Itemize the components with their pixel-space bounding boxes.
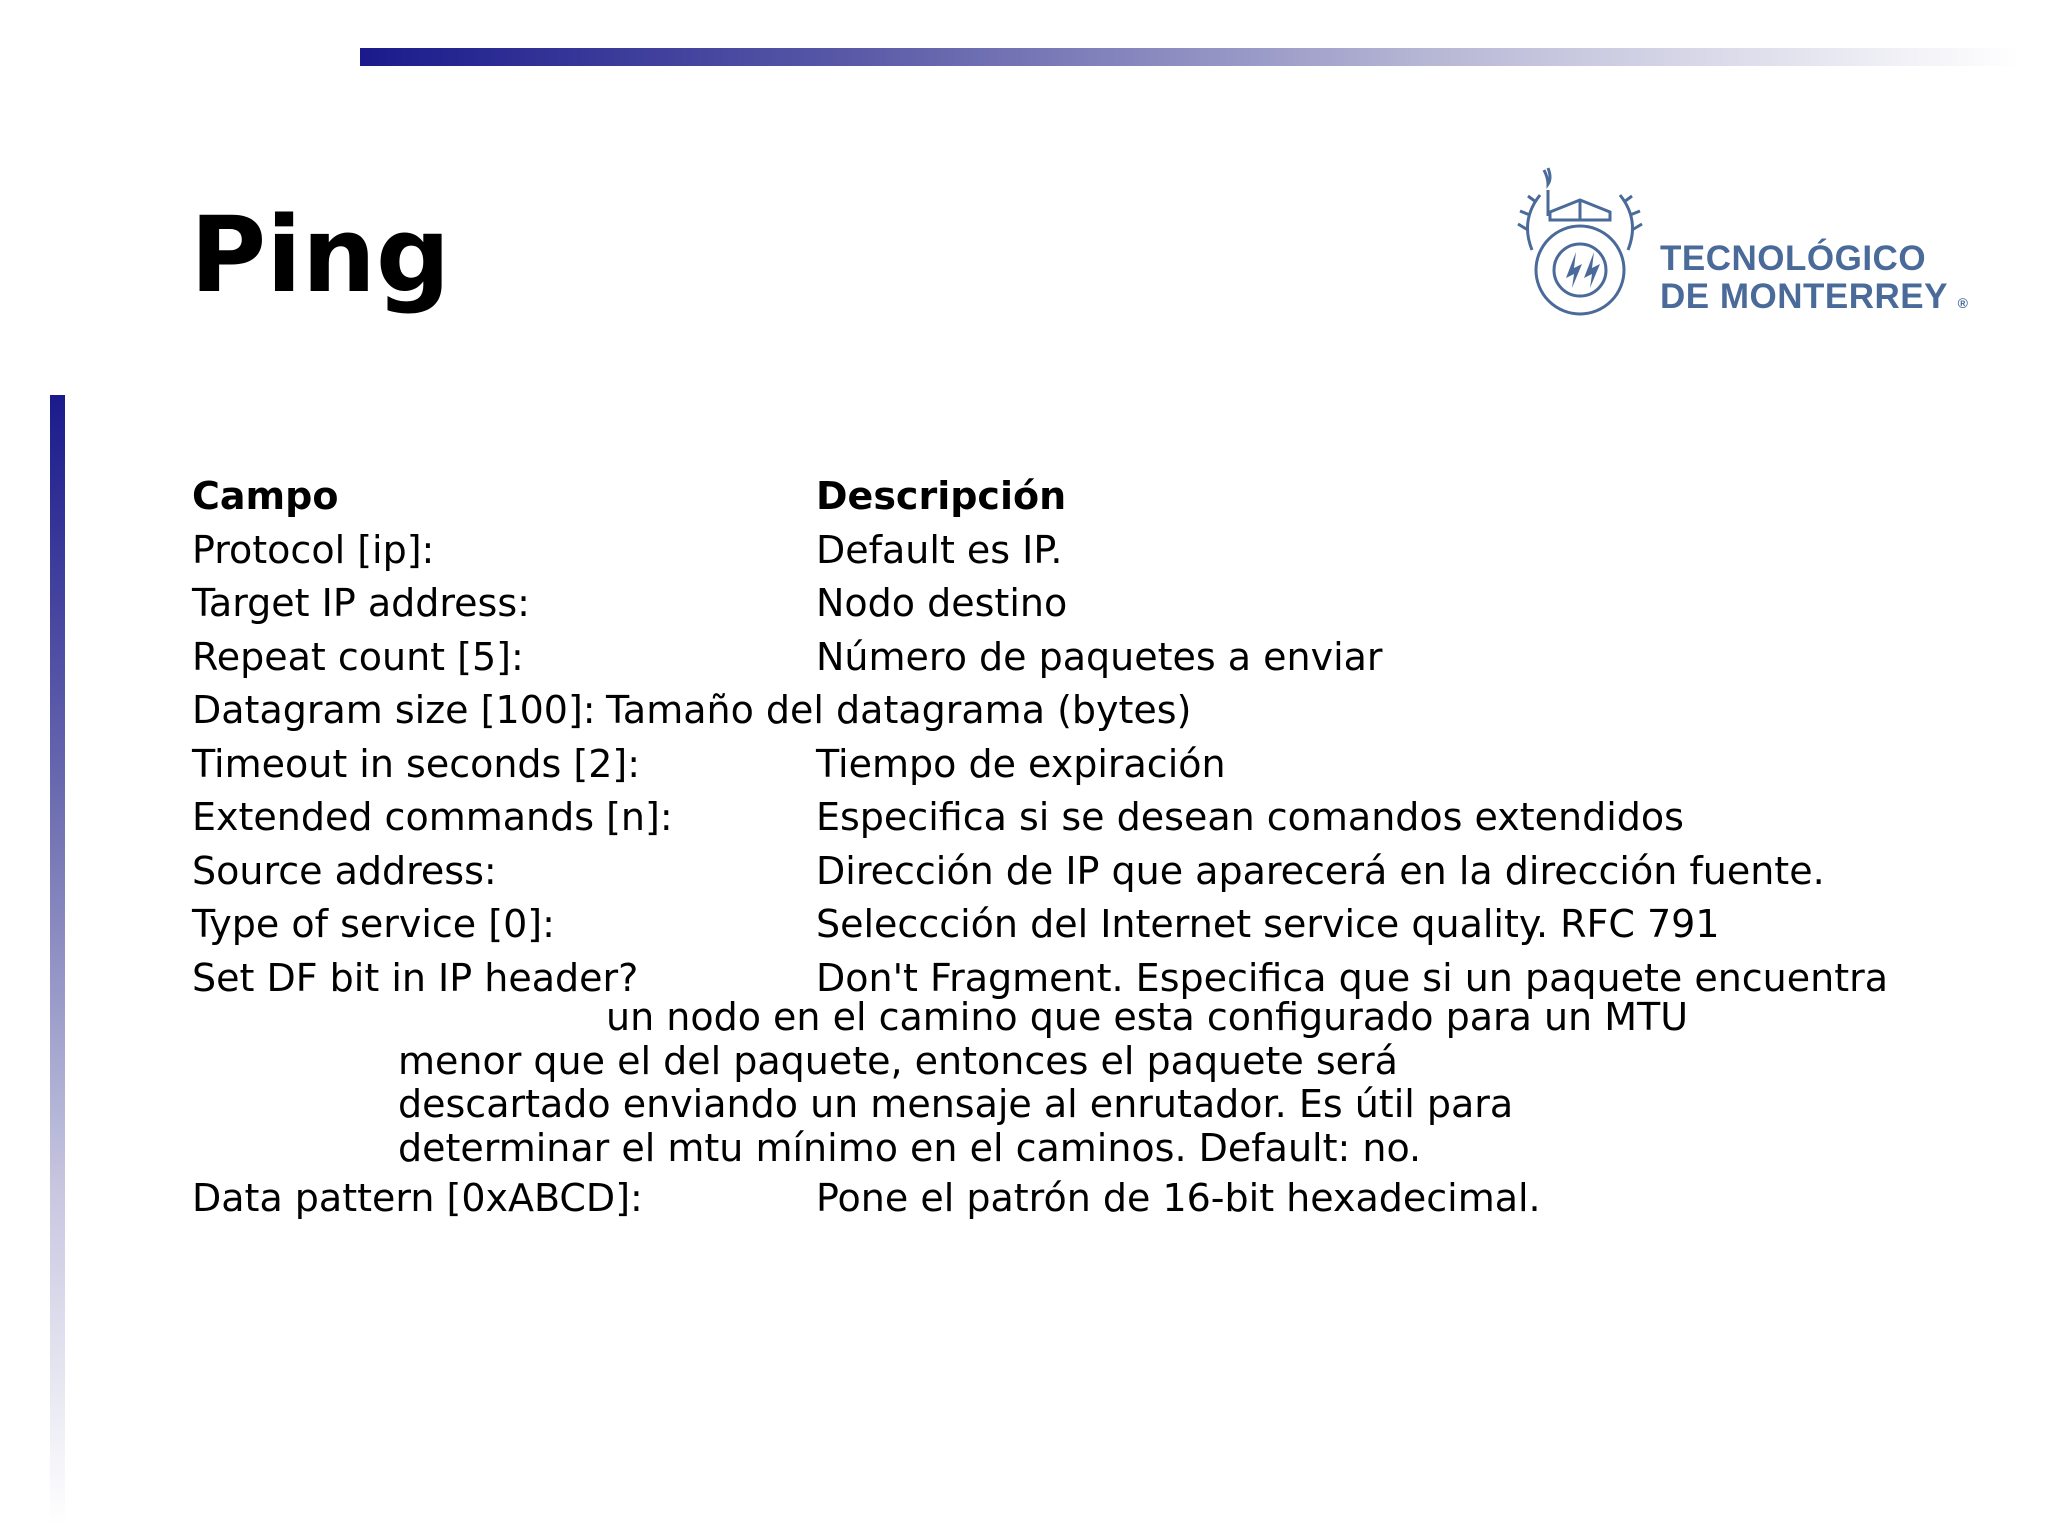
- top-accent-bar: [360, 48, 2020, 66]
- table-row: [192, 577, 1972, 631]
- table-row: [192, 1172, 1972, 1226]
- row-field: Type of service [0]:: [192, 902, 555, 946]
- logo-line-2: DE MONTERREY ®: [1660, 277, 1969, 316]
- row-field: Datagram size [100]:: [192, 688, 596, 732]
- field-description-table: [192, 470, 1972, 1226]
- row-description: Dirección de IP que aparecerá en la dirección fuente.: [816, 848, 1825, 893]
- row-description: Número de paquetes a enviar: [816, 634, 1383, 679]
- row-description: Pone el patrón de 16-bit hexadecimal.: [816, 1176, 1541, 1220]
- df-continuation-line: un nodo en el camino que esta configurado para un MTU: [606, 995, 1689, 1039]
- row-field: Source address:: [192, 848, 497, 893]
- header-description: Descripción: [816, 474, 1067, 518]
- table-row: [192, 845, 1972, 899]
- row-description: Nodo destino: [816, 581, 1068, 625]
- row-description: Especifica si se desean comandos extendidos: [816, 795, 1684, 839]
- left-accent-bar: [50, 395, 65, 1525]
- df-continuation-line: descartado enviando un mensaje al enrutador. Es útil para: [398, 1082, 1514, 1126]
- df-continuation-line: determinar el mtu mínimo en el caminos. Default: no.: [398, 1125, 1422, 1170]
- logo-line-1: TECNOLÓGICO: [1660, 239, 1927, 278]
- table-row: [192, 898, 1972, 952]
- table-row: [192, 952, 1972, 1006]
- row-field: Protocol [ip]:: [192, 527, 435, 572]
- row-description: Don't Fragment. Especifica que si un paquete encuentra: [816, 955, 1889, 1000]
- table-row: [192, 684, 1972, 738]
- row-field: Data pattern [0xABCD]:: [192, 1176, 643, 1220]
- row-field: Timeout in seconds [2]:: [192, 741, 641, 786]
- table-row: [192, 631, 1972, 685]
- header-field: Campo: [192, 474, 339, 518]
- row-field: Set DF bit in IP header?: [192, 955, 639, 1000]
- table-row: [192, 738, 1972, 792]
- row-description: Tamaño del datagrama (bytes): [606, 688, 1192, 732]
- table-row: [192, 524, 1972, 578]
- slide-title: Ping: [190, 194, 451, 316]
- row-field: Target IP address:: [192, 581, 530, 625]
- registered-mark: ®: [1957, 295, 1969, 311]
- row-description: Seleccción del Internet service quality. RFC 791: [816, 902, 1720, 946]
- institution-logo: [1510, 160, 2010, 340]
- row-description: Tiempo de expiración: [816, 741, 1226, 786]
- df-continuation-line: menor que el del paquete, entonces el paquete será: [398, 1038, 1398, 1083]
- logo-wordmark: [1660, 240, 1968, 322]
- seal-emblem-icon: [1510, 160, 1660, 340]
- row-description: Default es IP.: [816, 527, 1063, 572]
- row-field: Repeat count [5]:: [192, 634, 524, 679]
- row-field: Extended commands [n]:: [192, 795, 673, 839]
- table-header-row: [192, 470, 1972, 524]
- table-row: [192, 791, 1972, 845]
